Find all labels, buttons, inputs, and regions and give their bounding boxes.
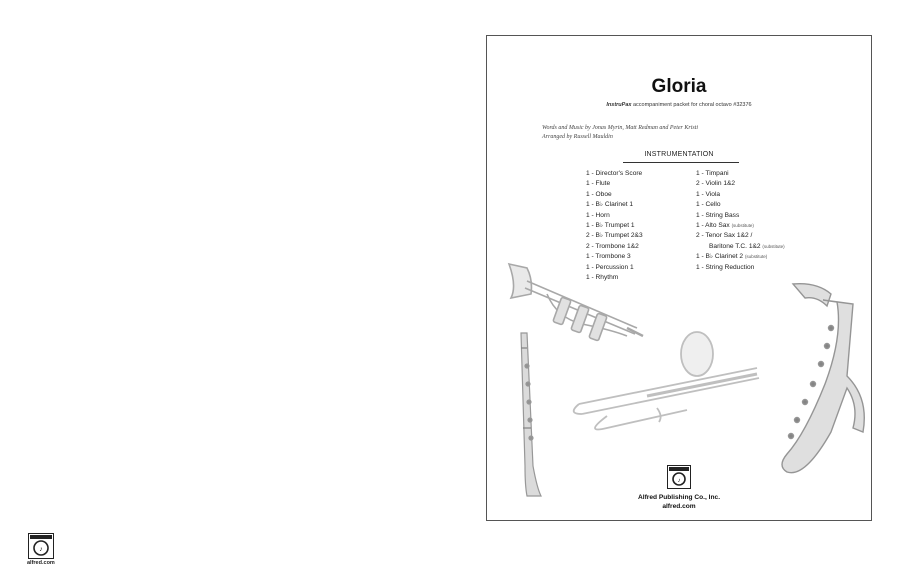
instrument-label: 1 - Alto Sax [696,222,730,230]
instrument-item: 1 - Trombone 3 [586,253,631,261]
credits-writers: Words and Music by Jonas Myrin, Matt Redman and Peter Kristi [542,125,699,131]
publisher-name: Alfred Publishing Co., Inc. [637,494,721,501]
alfred-logo [667,465,691,489]
instrument-item: 1 - B♭ Clarinet 1 [586,201,634,209]
alfred-logo-icon [668,466,690,488]
instrument-note: (substitute) [731,223,754,229]
subtitle-text: accompaniment packet for choral octavo #32376 [631,102,752,108]
instrument-note: (substitute) [744,254,768,260]
instrument-item: 1 - Flute [586,180,611,188]
instrument-item: 1 - Percussion 1 [586,263,634,271]
instrument-note: (substitute) [762,243,785,249]
instrument-item: 1 - B♭ Trumpet 1 [586,222,635,230]
instrument-item: 2 - B♭ Trumpet 2&3 [586,232,643,240]
page-title: Gloria [651,76,707,97]
corner-alfred-logo [28,533,54,559]
instrument-item: 1 - Director's Score [586,170,643,177]
credits-arranger: Arranged by Russell Mauldin [542,134,613,140]
saxophone-icon [782,284,864,473]
instrument-label: 1 - Cello [696,201,721,209]
instrument-label: 1 - String Reduction [696,263,755,271]
instrument-label: 1 - B♭ Clarinet 2 [696,253,744,261]
corner-alfred-logo-icon [29,534,53,558]
publisher-block [487,493,871,511]
svg-text:♪: ♪ [39,546,43,553]
instrument-item: 1 - Horn [586,211,610,219]
instrument-item: 1 - Oboe [586,190,612,198]
octavo-cover [486,35,872,521]
instrument-label: Baritone T.C. 1&2 [709,242,761,250]
instrument-label: 1 - Timpani [696,170,729,177]
trumpet-icon [509,264,643,341]
instrumentation-heading: INSTRUMENTATION [644,151,714,158]
instrument-label: 1 - Viola [696,190,721,198]
svg-text:♪: ♪ [677,478,681,484]
trombone-icon [574,332,759,430]
subtitle-brand: InstruPax [606,102,632,108]
corner-url: alfred.com [27,560,55,566]
instrument-item: 2 - Trombone 1&2 [586,242,639,250]
clarinet-icon [521,333,541,496]
instrument-label: 1 - String Bass [696,211,740,219]
instrument-label: 2 - Violin 1&2 [696,180,736,188]
instrument-item: 1 - Rhythm [586,274,619,282]
publisher-url: alfred.com [662,503,696,510]
instrument-artwork [487,36,873,522]
instrument-label: 2 - Tenor Sax 1&2 / [696,232,753,240]
